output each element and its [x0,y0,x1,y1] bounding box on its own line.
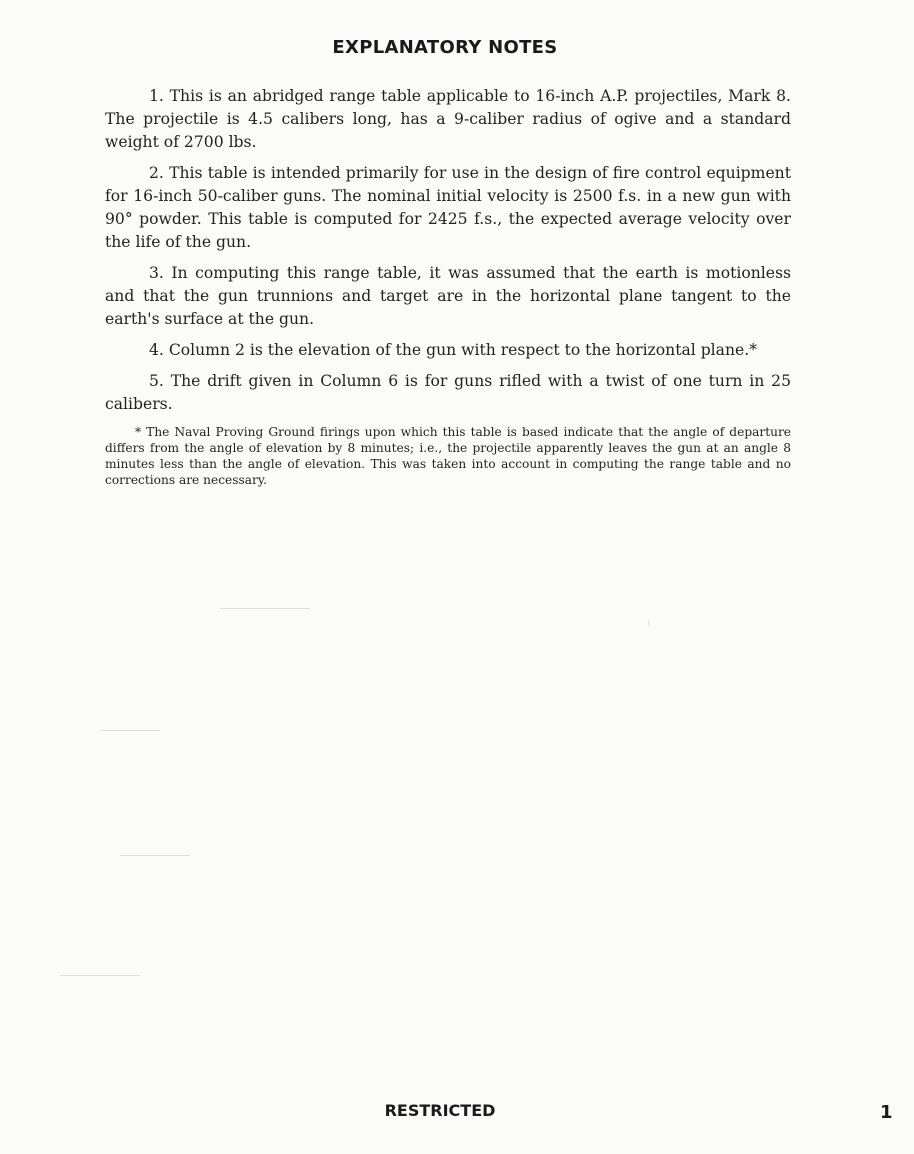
scan-speck [60,975,140,976]
note-1: 1. This is an abridged range table applicable to 16-inch A.P. projectiles, Mark 8. The projectile is 4.5 calibers long, has a 9-caliber radius of ogive and a standard weight of 2700 lbs. [105,87,791,151]
note-3: 3. In computing this range table, it was assumed that the earth is motionless and that the gun trunnions and target are in the horizontal plane tangent to the earth's surface at the gun. [105,264,791,328]
scan-speck [220,608,310,609]
footnote: * The Naval Proving Ground firings upon which this table is based indicate that the angle of departure differs from the angle of elevation by 8 minutes; i.e., the projectile apparently leaves the gun at an angle 8 minutes less than the angle of elevation. This was taken into account in computing the range table and no corrections are necessary. [105,425,791,487]
scan-speck [648,620,649,626]
page-number: 1 [880,1102,893,1123]
page-title: EXPLANATORY NOTES [332,37,558,58]
note-2: 2. This table is intended primarily for use in the design of fire control equipment for 16-inch 50-caliber guns. The nominal initial velocity is 2500 f.s. in a new gun with 90° powder. This table is computed for 2425 f.s., the expected average velocity over the life of the gun. [105,164,791,251]
scan-speck [120,855,190,856]
explanatory-notes-body [105,85,791,500]
note-4: 4. Column 2 is the elevation of the gun with respect to the horizontal plane.* [149,341,757,359]
note-5: 5. The drift given in Column 6 is for guns rifled with a twist of one turn in 25 calibers. [105,372,791,413]
classification-label: RESTRICTED [384,1101,496,1120]
scan-speck [100,730,160,731]
